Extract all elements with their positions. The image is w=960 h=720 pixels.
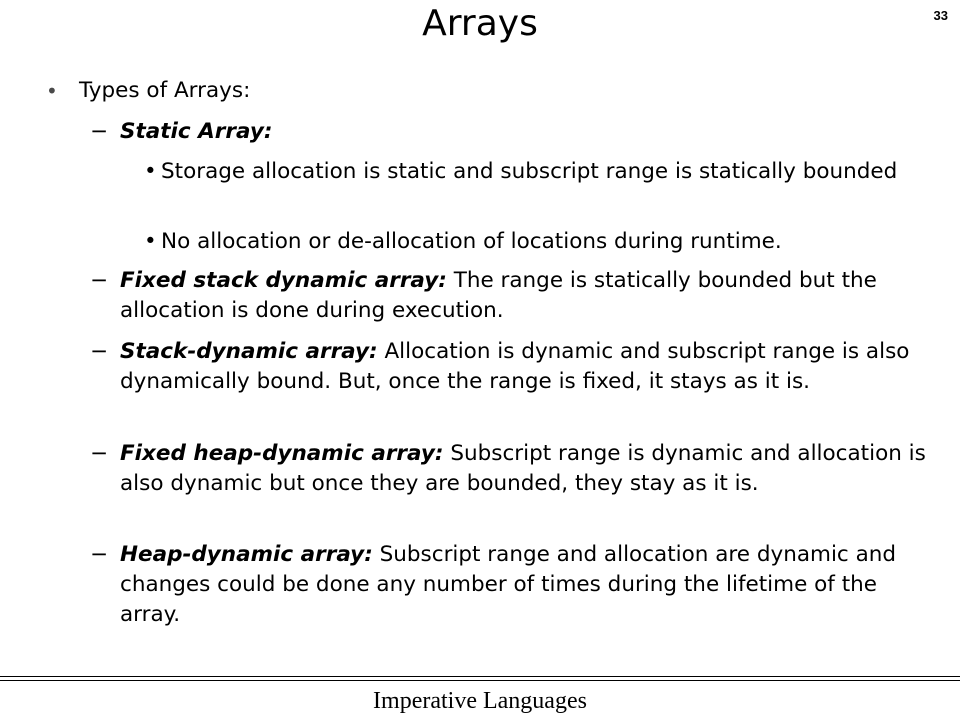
sub-bullet-text: Storage allocation is static and subscript range is statically bounded — [161, 159, 898, 184]
array-type-term: Fixed heap-dynamic array: — [120, 441, 444, 466]
array-type-description: The range is statically bounded but the allocation is done during execution. — [120, 268, 877, 323]
dash-marker: − — [90, 119, 109, 144]
array-type-description: Subscript range is dynamic and allocation is also dynamic but once they are bounded, they stay as it is. — [120, 441, 926, 496]
sub-bullet-item — [144, 227, 924, 257]
sub-bullet-item — [144, 157, 924, 187]
dash-marker: − — [90, 542, 109, 567]
array-type-item — [90, 540, 935, 630]
array-type-description: Subscript range and allocation are dynamic and changes could be done any number of times during the lifetime of the array. — [120, 542, 897, 627]
footer-divider-bottom — [0, 680, 960, 681]
main-bullet-item — [46, 76, 926, 106]
dash-marker: − — [90, 268, 109, 293]
sub-bullet-marker: • — [144, 159, 157, 184]
array-type-term: Static Array: — [120, 119, 273, 144]
array-type-item — [90, 117, 935, 147]
sub-bullet-marker: • — [144, 229, 157, 254]
page-number: 33 — [933, 8, 948, 23]
slide-title: Arrays — [422, 3, 538, 44]
array-type-item — [90, 266, 935, 326]
array-type-term: Heap-dynamic array: — [120, 542, 373, 567]
dash-marker: − — [90, 339, 109, 364]
slide-footer: Imperative Languages — [373, 688, 587, 714]
array-type-item — [90, 337, 935, 397]
sub-bullet-text: No allocation or de-allocation of locations during runtime. — [161, 229, 782, 254]
main-bullet-text: Types of Arrays: — [79, 78, 251, 103]
array-type-item — [90, 439, 935, 499]
footer-divider-top — [0, 676, 960, 677]
array-type-term: Fixed stack dynamic array: — [120, 268, 447, 293]
bullet-marker: • — [46, 79, 58, 103]
array-type-term: Stack-dynamic array: — [120, 339, 378, 364]
array-type-description: Allocation is dynamic and subscript range is also dynamically bound. But, once the range is fixed, it stays as it is. — [120, 339, 910, 394]
dash-marker: − — [90, 441, 109, 466]
